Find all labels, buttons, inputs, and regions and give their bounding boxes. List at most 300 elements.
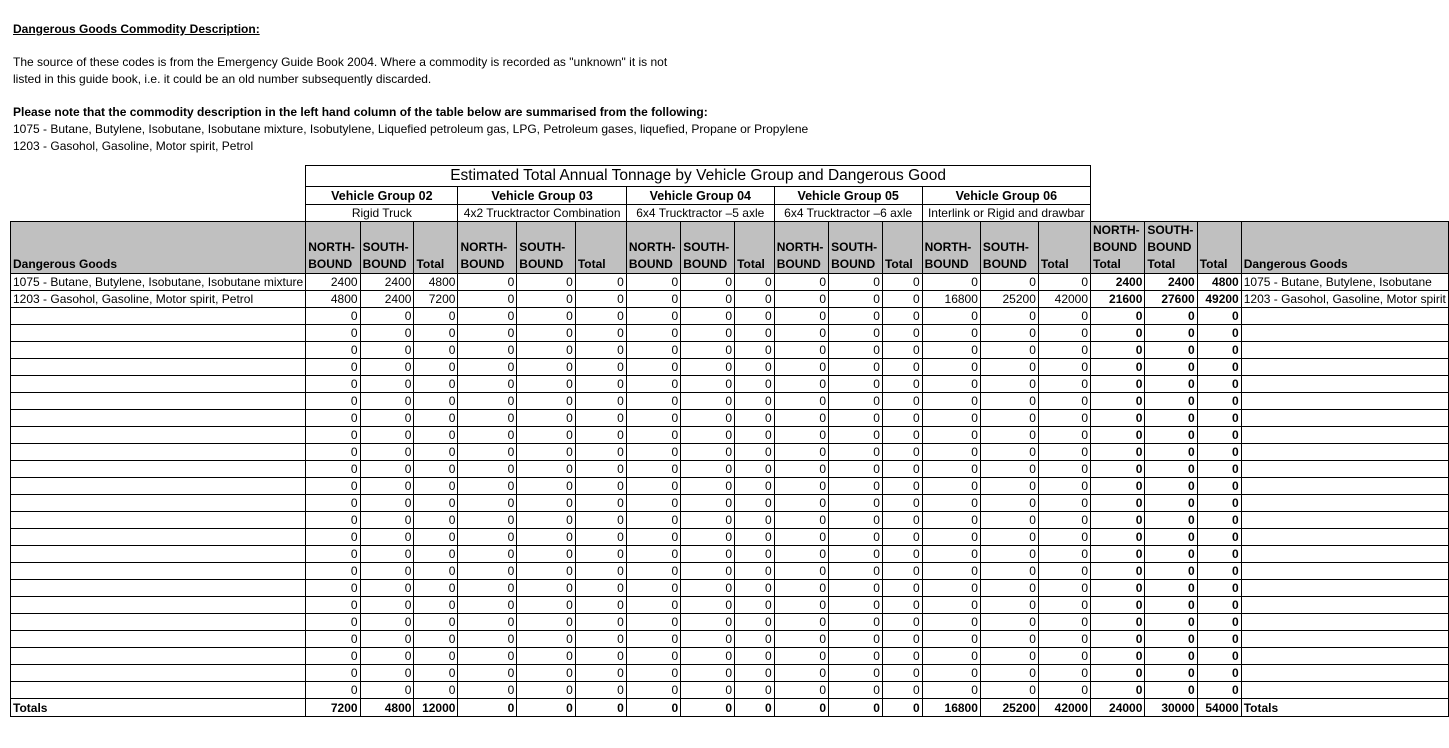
total-value: 0 bbox=[1197, 308, 1241, 325]
cell-value: 0 bbox=[829, 682, 883, 699]
cell-value: 0 bbox=[735, 342, 775, 359]
cell-value: 0 bbox=[882, 274, 922, 291]
cell-value: 0 bbox=[882, 291, 922, 308]
total-value: 0 bbox=[1145, 546, 1197, 563]
table-row bbox=[11, 563, 1449, 580]
cell-value: 0 bbox=[774, 580, 828, 597]
cell-value: 0 bbox=[306, 631, 360, 648]
vehicle-group-description: Interlink or Rigid and drawbar bbox=[922, 205, 1090, 222]
cell-value: 0 bbox=[735, 478, 775, 495]
cell-value: 0 bbox=[414, 563, 458, 580]
cell-value: 0 bbox=[458, 699, 517, 717]
table-row bbox=[11, 461, 1449, 478]
cell-value: 0 bbox=[626, 359, 680, 376]
cell-value: 42000 bbox=[1038, 699, 1090, 717]
table-row bbox=[11, 665, 1449, 682]
row-label-right: 1075 - Butane, Butylene, Isobutane bbox=[1241, 274, 1448, 291]
cell-value: 0 bbox=[626, 546, 680, 563]
cell-value: 0 bbox=[735, 308, 775, 325]
cell-value: 0 bbox=[882, 699, 922, 717]
total-value: 0 bbox=[1197, 495, 1241, 512]
total-value: 0 bbox=[1197, 580, 1241, 597]
cell-value: 0 bbox=[626, 495, 680, 512]
cell-value: 0 bbox=[414, 393, 458, 410]
total-value: 0 bbox=[1145, 308, 1197, 325]
cell-value: 0 bbox=[414, 580, 458, 597]
row-label-right bbox=[1241, 427, 1448, 444]
cell-value: 0 bbox=[882, 444, 922, 461]
cell-value: 0 bbox=[575, 478, 626, 495]
cell-value: 0 bbox=[882, 631, 922, 648]
header-southbound: SOUTH- BOUND bbox=[681, 222, 735, 274]
total-value: 0 bbox=[1197, 410, 1241, 427]
total-value: 0 bbox=[1145, 478, 1197, 495]
cell-value: 0 bbox=[735, 291, 775, 308]
row-label-right bbox=[1241, 563, 1448, 580]
header-southbound-total: SOUTH- BOUND Total bbox=[1145, 222, 1197, 274]
cell-value: 0 bbox=[735, 410, 775, 427]
total-value: 0 bbox=[1197, 665, 1241, 682]
total-value: 0 bbox=[1091, 631, 1145, 648]
total-value: 24000 bbox=[1091, 699, 1145, 717]
cell-value: 0 bbox=[458, 563, 517, 580]
row-label bbox=[11, 648, 306, 665]
cell-value: 0 bbox=[882, 461, 922, 478]
cell-value: 0 bbox=[517, 274, 576, 291]
cell-value: 0 bbox=[882, 546, 922, 563]
cell-value: 0 bbox=[575, 699, 626, 717]
cell-value: 0 bbox=[626, 427, 680, 444]
cell-value: 0 bbox=[306, 410, 360, 427]
cell-value: 0 bbox=[922, 580, 980, 597]
table-row bbox=[11, 325, 1449, 342]
cell-value: 0 bbox=[414, 546, 458, 563]
cell-value: 0 bbox=[922, 376, 980, 393]
cell-value: 0 bbox=[922, 342, 980, 359]
cell-value: 0 bbox=[980, 495, 1038, 512]
cell-value: 0 bbox=[575, 427, 626, 444]
cell-value: 0 bbox=[414, 597, 458, 614]
cell-value: 0 bbox=[626, 308, 680, 325]
header-total: Total bbox=[414, 222, 458, 274]
cell-value: 0 bbox=[774, 614, 828, 631]
table-row bbox=[11, 274, 1449, 291]
cell-value: 0 bbox=[1038, 393, 1090, 410]
total-value: 0 bbox=[1091, 444, 1145, 461]
cell-value: 0 bbox=[735, 597, 775, 614]
cell-value: 0 bbox=[360, 444, 414, 461]
cell-value: 0 bbox=[735, 580, 775, 597]
cell-value: 0 bbox=[681, 512, 735, 529]
total-value: 21600 bbox=[1091, 291, 1145, 308]
row-label: 1075 - Butane, Butylene, Isobutane, Isobutane mixture bbox=[11, 274, 306, 291]
cell-value: 0 bbox=[882, 478, 922, 495]
cell-value: 0 bbox=[458, 665, 517, 682]
cell-value: 0 bbox=[306, 529, 360, 546]
cell-value: 0 bbox=[735, 682, 775, 699]
cell-value: 0 bbox=[360, 410, 414, 427]
code-1203-description: 1203 - Gasohol, Gasoline, Motor spirit, Petrol bbox=[13, 139, 254, 153]
cell-value: 0 bbox=[458, 274, 517, 291]
cell-value: 0 bbox=[306, 444, 360, 461]
cell-value: 0 bbox=[829, 410, 883, 427]
cell-value: 0 bbox=[829, 461, 883, 478]
cell-value: 0 bbox=[1038, 376, 1090, 393]
cell-value: 0 bbox=[922, 495, 980, 512]
cell-value: 0 bbox=[882, 665, 922, 682]
cell-value: 0 bbox=[306, 512, 360, 529]
cell-value: 0 bbox=[626, 597, 680, 614]
cell-value: 0 bbox=[575, 648, 626, 665]
row-label bbox=[11, 444, 306, 461]
cell-value: 0 bbox=[1038, 682, 1090, 699]
row-label-right bbox=[1241, 648, 1448, 665]
cell-value: 0 bbox=[360, 529, 414, 546]
header-northbound: NORTH- BOUND bbox=[626, 222, 680, 274]
cell-value: 0 bbox=[575, 308, 626, 325]
total-value: 0 bbox=[1145, 563, 1197, 580]
cell-value: 0 bbox=[681, 495, 735, 512]
cell-value: 0 bbox=[681, 665, 735, 682]
row-label-right bbox=[1241, 631, 1448, 648]
cell-value: 0 bbox=[681, 444, 735, 461]
row-label-right bbox=[1241, 376, 1448, 393]
cell-value: 0 bbox=[458, 376, 517, 393]
cell-value: 0 bbox=[829, 665, 883, 682]
note-text: Please note that the commodity description in the left hand column of the table below are summarised from the following: bbox=[13, 105, 708, 119]
cell-value: 0 bbox=[306, 580, 360, 597]
total-value: 0 bbox=[1145, 359, 1197, 376]
cell-value: 0 bbox=[922, 682, 980, 699]
cell-value: 0 bbox=[517, 699, 576, 717]
cell-value: 0 bbox=[735, 614, 775, 631]
total-value: 49200 bbox=[1197, 291, 1241, 308]
cell-value: 0 bbox=[575, 291, 626, 308]
total-value: 0 bbox=[1197, 529, 1241, 546]
cell-value: 0 bbox=[626, 512, 680, 529]
cell-value: 0 bbox=[829, 614, 883, 631]
cell-value: 0 bbox=[774, 597, 828, 614]
cell-value: 0 bbox=[681, 410, 735, 427]
cell-value: 0 bbox=[575, 410, 626, 427]
cell-value: 0 bbox=[681, 359, 735, 376]
cell-value: 0 bbox=[458, 478, 517, 495]
cell-value: 0 bbox=[882, 580, 922, 597]
cell-value: 0 bbox=[829, 546, 883, 563]
cell-value: 0 bbox=[922, 529, 980, 546]
cell-value: 0 bbox=[774, 427, 828, 444]
cell-value: 0 bbox=[681, 342, 735, 359]
cell-value: 0 bbox=[458, 461, 517, 478]
cell-value: 0 bbox=[829, 495, 883, 512]
cell-value: 0 bbox=[829, 631, 883, 648]
totals-row bbox=[11, 699, 1449, 717]
cell-value: 0 bbox=[626, 325, 680, 342]
cell-value: 0 bbox=[681, 699, 735, 717]
total-value: 0 bbox=[1091, 393, 1145, 410]
row-label-right: 1203 - Gasohol, Gasoline, Motor spirit bbox=[1241, 291, 1448, 308]
cell-value: 0 bbox=[414, 427, 458, 444]
cell-value: 0 bbox=[774, 359, 828, 376]
total-value: 0 bbox=[1197, 325, 1241, 342]
cell-value: 0 bbox=[517, 410, 576, 427]
cell-value: 0 bbox=[575, 512, 626, 529]
cell-value: 0 bbox=[626, 342, 680, 359]
cell-value: 0 bbox=[922, 308, 980, 325]
cell-value: 0 bbox=[735, 546, 775, 563]
cell-value: 0 bbox=[882, 597, 922, 614]
row-label-right bbox=[1241, 359, 1448, 376]
row-label bbox=[11, 563, 306, 580]
cell-value: 0 bbox=[306, 614, 360, 631]
cell-value: 0 bbox=[1038, 529, 1090, 546]
row-label-right bbox=[1241, 597, 1448, 614]
cell-value: 0 bbox=[575, 529, 626, 546]
cell-value: 0 bbox=[922, 444, 980, 461]
total-value: 0 bbox=[1091, 580, 1145, 597]
cell-value: 0 bbox=[681, 478, 735, 495]
cell-value: 0 bbox=[922, 597, 980, 614]
cell-value: 0 bbox=[980, 359, 1038, 376]
vehicle-group-name: Vehicle Group 06 bbox=[922, 187, 1090, 205]
cell-value: 0 bbox=[575, 461, 626, 478]
row-label-right bbox=[1241, 614, 1448, 631]
cell-value: 0 bbox=[882, 495, 922, 512]
total-value: 0 bbox=[1145, 648, 1197, 665]
row-label-right bbox=[1241, 512, 1448, 529]
cell-value: 0 bbox=[626, 274, 680, 291]
cell-value: 0 bbox=[626, 631, 680, 648]
cell-value: 4800 bbox=[360, 699, 414, 717]
cell-value: 0 bbox=[922, 665, 980, 682]
cell-value: 0 bbox=[575, 580, 626, 597]
cell-value: 0 bbox=[517, 665, 576, 682]
row-label bbox=[11, 410, 306, 427]
cell-value: 0 bbox=[774, 274, 828, 291]
total-value: 0 bbox=[1197, 393, 1241, 410]
total-value: 0 bbox=[1091, 665, 1145, 682]
cell-value: 0 bbox=[360, 512, 414, 529]
header-total: Total bbox=[735, 222, 775, 274]
row-label bbox=[11, 376, 306, 393]
cell-value: 0 bbox=[626, 699, 680, 717]
cell-value: 0 bbox=[575, 546, 626, 563]
row-label bbox=[11, 495, 306, 512]
cell-value: 0 bbox=[575, 325, 626, 342]
total-value: 0 bbox=[1091, 359, 1145, 376]
cell-value: 0 bbox=[681, 682, 735, 699]
cell-value: 0 bbox=[882, 359, 922, 376]
cell-value: 0 bbox=[681, 648, 735, 665]
header-dangerous-goods-right: Dangerous Goods bbox=[1241, 222, 1448, 274]
cell-value: 0 bbox=[681, 546, 735, 563]
cell-value: 0 bbox=[414, 444, 458, 461]
total-value: 2400 bbox=[1145, 274, 1197, 291]
cell-value: 0 bbox=[360, 546, 414, 563]
cell-value: 0 bbox=[980, 546, 1038, 563]
cell-value: 0 bbox=[306, 597, 360, 614]
cell-value: 0 bbox=[735, 699, 775, 717]
total-value: 0 bbox=[1197, 444, 1241, 461]
cell-value: 0 bbox=[980, 580, 1038, 597]
cell-value: 0 bbox=[458, 682, 517, 699]
cell-value: 0 bbox=[414, 461, 458, 478]
cell-value: 0 bbox=[458, 512, 517, 529]
cell-value: 0 bbox=[735, 495, 775, 512]
cell-value: 0 bbox=[414, 665, 458, 682]
row-label-right bbox=[1241, 546, 1448, 563]
cell-value: 0 bbox=[517, 631, 576, 648]
cell-value: 0 bbox=[882, 614, 922, 631]
cell-value: 0 bbox=[922, 512, 980, 529]
cell-value: 0 bbox=[681, 529, 735, 546]
cell-value: 0 bbox=[306, 359, 360, 376]
row-label bbox=[11, 325, 306, 342]
table-row bbox=[11, 342, 1449, 359]
cell-value: 0 bbox=[517, 444, 576, 461]
table-row bbox=[11, 444, 1449, 461]
total-value: 0 bbox=[1145, 529, 1197, 546]
cell-value: 0 bbox=[306, 648, 360, 665]
cell-value: 0 bbox=[517, 648, 576, 665]
cell-value: 0 bbox=[360, 563, 414, 580]
cell-value: 0 bbox=[458, 359, 517, 376]
cell-value: 0 bbox=[360, 614, 414, 631]
cell-value: 0 bbox=[980, 597, 1038, 614]
vehicle-group-name: Vehicle Group 03 bbox=[458, 187, 626, 205]
cell-value: 0 bbox=[774, 529, 828, 546]
header-southbound: SOUTH- BOUND bbox=[360, 222, 414, 274]
header-dangerous-goods: Dangerous Goods bbox=[11, 222, 306, 274]
cell-value: 0 bbox=[922, 461, 980, 478]
row-label bbox=[11, 359, 306, 376]
cell-value: 0 bbox=[517, 580, 576, 597]
row-label-right bbox=[1241, 580, 1448, 597]
cell-value: 0 bbox=[829, 342, 883, 359]
row-label bbox=[11, 546, 306, 563]
cell-value: 0 bbox=[774, 682, 828, 699]
total-value: 0 bbox=[1145, 682, 1197, 699]
total-value: 0 bbox=[1091, 614, 1145, 631]
total-value: 0 bbox=[1197, 648, 1241, 665]
vehicle-group-name: Vehicle Group 02 bbox=[306, 187, 458, 205]
row-label bbox=[11, 342, 306, 359]
row-label-right bbox=[1241, 529, 1448, 546]
cell-value: 0 bbox=[980, 512, 1038, 529]
table-row bbox=[11, 376, 1449, 393]
total-value: 0 bbox=[1197, 512, 1241, 529]
cell-value: 0 bbox=[517, 359, 576, 376]
cell-value: 0 bbox=[306, 665, 360, 682]
cell-value: 0 bbox=[980, 478, 1038, 495]
cell-value: 0 bbox=[517, 308, 576, 325]
cell-value: 0 bbox=[774, 342, 828, 359]
header-total: Total bbox=[882, 222, 922, 274]
total-value: 0 bbox=[1091, 410, 1145, 427]
cell-value: 0 bbox=[774, 410, 828, 427]
table-row bbox=[11, 631, 1449, 648]
cell-value: 0 bbox=[980, 614, 1038, 631]
cell-value: 0 bbox=[458, 546, 517, 563]
cell-value: 0 bbox=[517, 461, 576, 478]
cell-value: 0 bbox=[1038, 546, 1090, 563]
cell-value: 0 bbox=[735, 563, 775, 580]
cell-value: 0 bbox=[735, 393, 775, 410]
total-value: 0 bbox=[1145, 342, 1197, 359]
header-northbound: NORTH- BOUND bbox=[458, 222, 517, 274]
source-text-line-2: listed in this guide book, i.e. it could be an old number subsequently discarded. bbox=[13, 72, 432, 86]
total-value: 0 bbox=[1145, 614, 1197, 631]
row-label bbox=[11, 512, 306, 529]
cell-value: 0 bbox=[1038, 512, 1090, 529]
row-label bbox=[11, 478, 306, 495]
cell-value: 0 bbox=[882, 512, 922, 529]
cell-value: 0 bbox=[882, 648, 922, 665]
cell-value: 0 bbox=[735, 376, 775, 393]
cell-value: 0 bbox=[829, 444, 883, 461]
cell-value: 0 bbox=[681, 631, 735, 648]
row-label bbox=[11, 529, 306, 546]
cell-value: 0 bbox=[458, 393, 517, 410]
code-1075-description: 1075 - Butane, Butylene, Isobutane, Isobutane mixture, Isobutylene, Liquefied petroleum gas, LPG, Petroleum gases, liquefied, Propane or Propylene bbox=[13, 122, 809, 136]
cell-value: 0 bbox=[922, 546, 980, 563]
total-value: 0 bbox=[1197, 546, 1241, 563]
total-value: 30000 bbox=[1145, 699, 1197, 717]
section-heading: Dangerous Goods Commodity Description: bbox=[13, 22, 260, 36]
row-label-right bbox=[1241, 393, 1448, 410]
header-southbound: SOUTH- BOUND bbox=[517, 222, 576, 274]
cell-value: 0 bbox=[458, 648, 517, 665]
cell-value: 2400 bbox=[306, 274, 360, 291]
cell-value: 0 bbox=[882, 682, 922, 699]
cell-value: 0 bbox=[1038, 614, 1090, 631]
cell-value: 0 bbox=[626, 648, 680, 665]
cell-value: 0 bbox=[517, 325, 576, 342]
cell-value: 0 bbox=[774, 478, 828, 495]
vehicle-group-name: Vehicle Group 05 bbox=[774, 187, 922, 205]
cell-value: 0 bbox=[882, 393, 922, 410]
cell-value: 0 bbox=[829, 376, 883, 393]
cell-value: 0 bbox=[681, 393, 735, 410]
row-label bbox=[11, 461, 306, 478]
cell-value: 0 bbox=[1038, 359, 1090, 376]
header-northbound: NORTH- BOUND bbox=[774, 222, 828, 274]
header-northbound-total: NORTH- BOUND Total bbox=[1091, 222, 1145, 274]
cell-value: 0 bbox=[774, 291, 828, 308]
row-label: Totals bbox=[11, 699, 306, 717]
row-label bbox=[11, 614, 306, 631]
cell-value: 0 bbox=[414, 325, 458, 342]
cell-value: 0 bbox=[517, 546, 576, 563]
cell-value: 0 bbox=[306, 495, 360, 512]
cell-value: 0 bbox=[306, 393, 360, 410]
cell-value: 0 bbox=[774, 376, 828, 393]
row-label bbox=[11, 393, 306, 410]
row-label bbox=[11, 665, 306, 682]
header-northbound: NORTH- BOUND bbox=[306, 222, 360, 274]
cell-value: 0 bbox=[306, 376, 360, 393]
total-value: 0 bbox=[1197, 682, 1241, 699]
total-value: 0 bbox=[1145, 444, 1197, 461]
cell-value: 0 bbox=[774, 495, 828, 512]
cell-value: 0 bbox=[360, 325, 414, 342]
cell-value: 0 bbox=[626, 478, 680, 495]
header-total: Total bbox=[1038, 222, 1090, 274]
cell-value: 0 bbox=[306, 546, 360, 563]
cell-value: 0 bbox=[681, 274, 735, 291]
cell-value: 0 bbox=[735, 631, 775, 648]
row-label bbox=[11, 682, 306, 699]
